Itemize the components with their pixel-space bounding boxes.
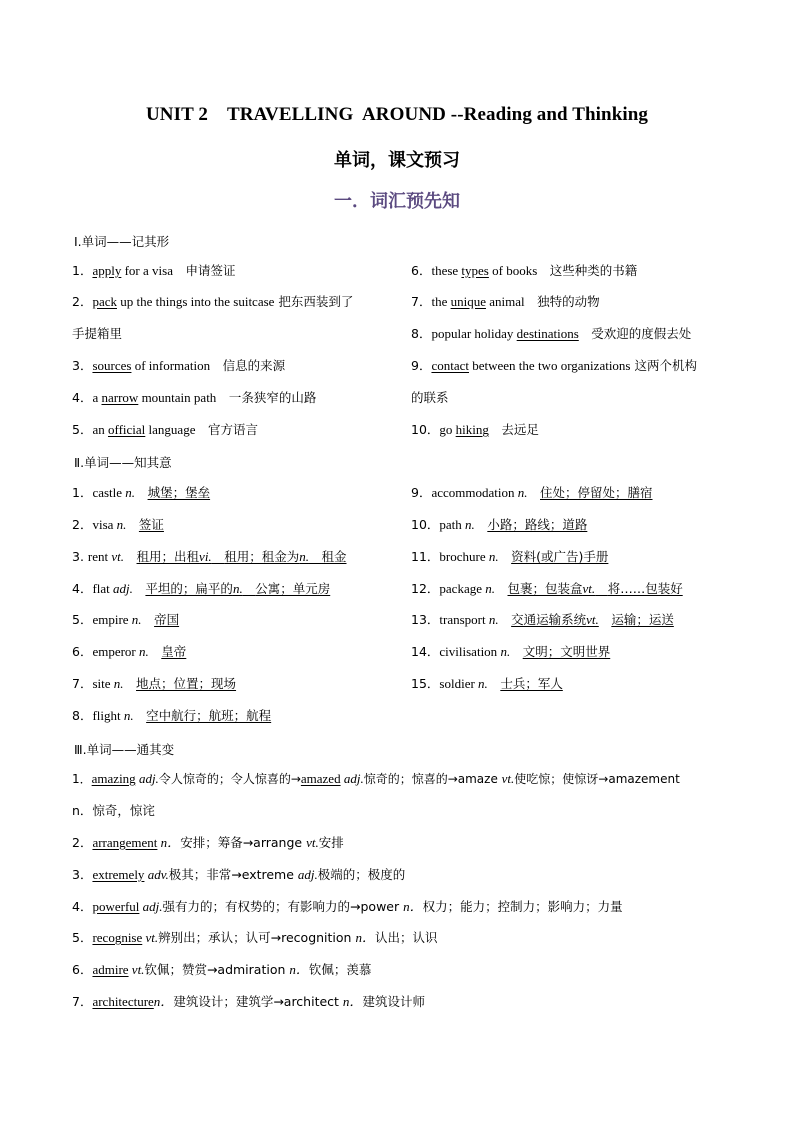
derivation-item-4: 4．powerful adj.强有力的；有权势的；有影响力的→power n．权力；能力；控制力；影响力；力量 [72, 899, 623, 914]
document-subtitle: 单词，课文预习 [334, 150, 460, 171]
vocab-item-4: 4．a narrow mountain path 一条狭窄的山路 [72, 390, 317, 405]
meaning-item-1: 1．castle n. 城堡；堡垒 [72, 485, 211, 500]
derivation-item-7: 7．architecturen．建筑设计；建筑学→architect n．建筑设计师 [72, 994, 425, 1009]
derivation-item-1: 1．amazing adj.令人惊奇的；令人惊喜的→amazed adj.惊奇的；惊喜的→amaze vt.使吃惊；使惊讶→amazement [72, 771, 680, 786]
part-heading: 一．词汇预先知 [334, 191, 460, 212]
derivation-item-1-continued: n．惊奇，惊诧 [72, 803, 155, 818]
derivation-item-3: 3．extremely adv.极其；非常→extreme adj.极端的；极度的 [72, 867, 406, 882]
vocab-item-8: 8．popular holiday destinations 受欢迎的度假去处 [411, 326, 692, 341]
vocab-item-1: 1．apply for a visa 申请签证 [72, 263, 236, 278]
vocab-item-6: 6．these types of books 这些种类的书籍 [411, 263, 638, 278]
meaning-item-3: 3. rent vt. 租用；出租vi. 租用；租金为n. 租金 [72, 549, 347, 564]
meaning-item-15: 15．soldier n. 士兵；军人 [411, 676, 563, 691]
vocab-item-9: 9．contact between the two organizations 这两个机构 [411, 358, 697, 373]
vocab-item-2-continued: 手提箱里 [72, 326, 123, 341]
meaning-item-4: 4．flat adj. 平坦的；扁平的n. 公寓；单元房 [72, 581, 331, 596]
vocab-item-5: 5．an official language 官方语言 [72, 422, 258, 437]
meaning-item-8: 8．flight n. 空中航行；航班；航程 [72, 708, 272, 723]
section-2-heading: Ⅱ.单词——知其意 [74, 455, 172, 470]
derivation-item-6: 6．admire vt.钦佩；赞赏→admiration n．钦佩；羡慕 [72, 962, 372, 977]
section-1-heading: Ⅰ.单词——记其形 [74, 234, 170, 249]
meaning-item-6: 6．emperor n. 皇帝 [72, 644, 187, 659]
meaning-item-13: 13．transport n. 交通运输系统vt. 运输；运送 [411, 612, 674, 627]
meaning-item-12: 12．package n. 包裹；包装盒vt. 将……包装好 [411, 581, 683, 596]
unit-title: UNIT 2 TRAVELLING AROUND --Reading and Thinking [145, 104, 649, 125]
vocab-item-2: 2．pack up the things into the suitcase 把东西装到了 [72, 294, 354, 309]
derivation-item-5: 5．recognise vt.辨别出；承认；认可→recognition n．认出；认识 [72, 930, 438, 945]
meaning-item-10: 10．path n. 小路；路线；道路 [411, 517, 588, 532]
section-3-heading: Ⅲ.单词——通其变 [74, 742, 175, 757]
meaning-item-5: 5．empire n. 帝国 [72, 612, 180, 627]
derivation-item-2: 2．arrangement n．安排；筹备→arrange vt.安排 [72, 835, 344, 850]
meaning-item-7: 7．site n. 地点；位置；现场 [72, 676, 237, 691]
meaning-item-11: 11．brochure n. 资料(或广告)手册 [411, 549, 609, 564]
meaning-item-9: 9．accommodation n. 住处；停留处；膳宿 [411, 485, 653, 500]
vocab-item-10: 10．go hiking 去远足 [411, 422, 539, 437]
meaning-item-2: 2．visa n. 签证 [72, 517, 164, 532]
vocab-item-7: 7．the unique animal 独特的动物 [411, 294, 600, 309]
vocab-item-3: 3．sources of information 信息的来源 [72, 358, 286, 373]
vocab-item-9-continued: 的联系 [411, 390, 449, 405]
meaning-item-14: 14．civilisation n. 文明；文明世界 [411, 644, 611, 659]
